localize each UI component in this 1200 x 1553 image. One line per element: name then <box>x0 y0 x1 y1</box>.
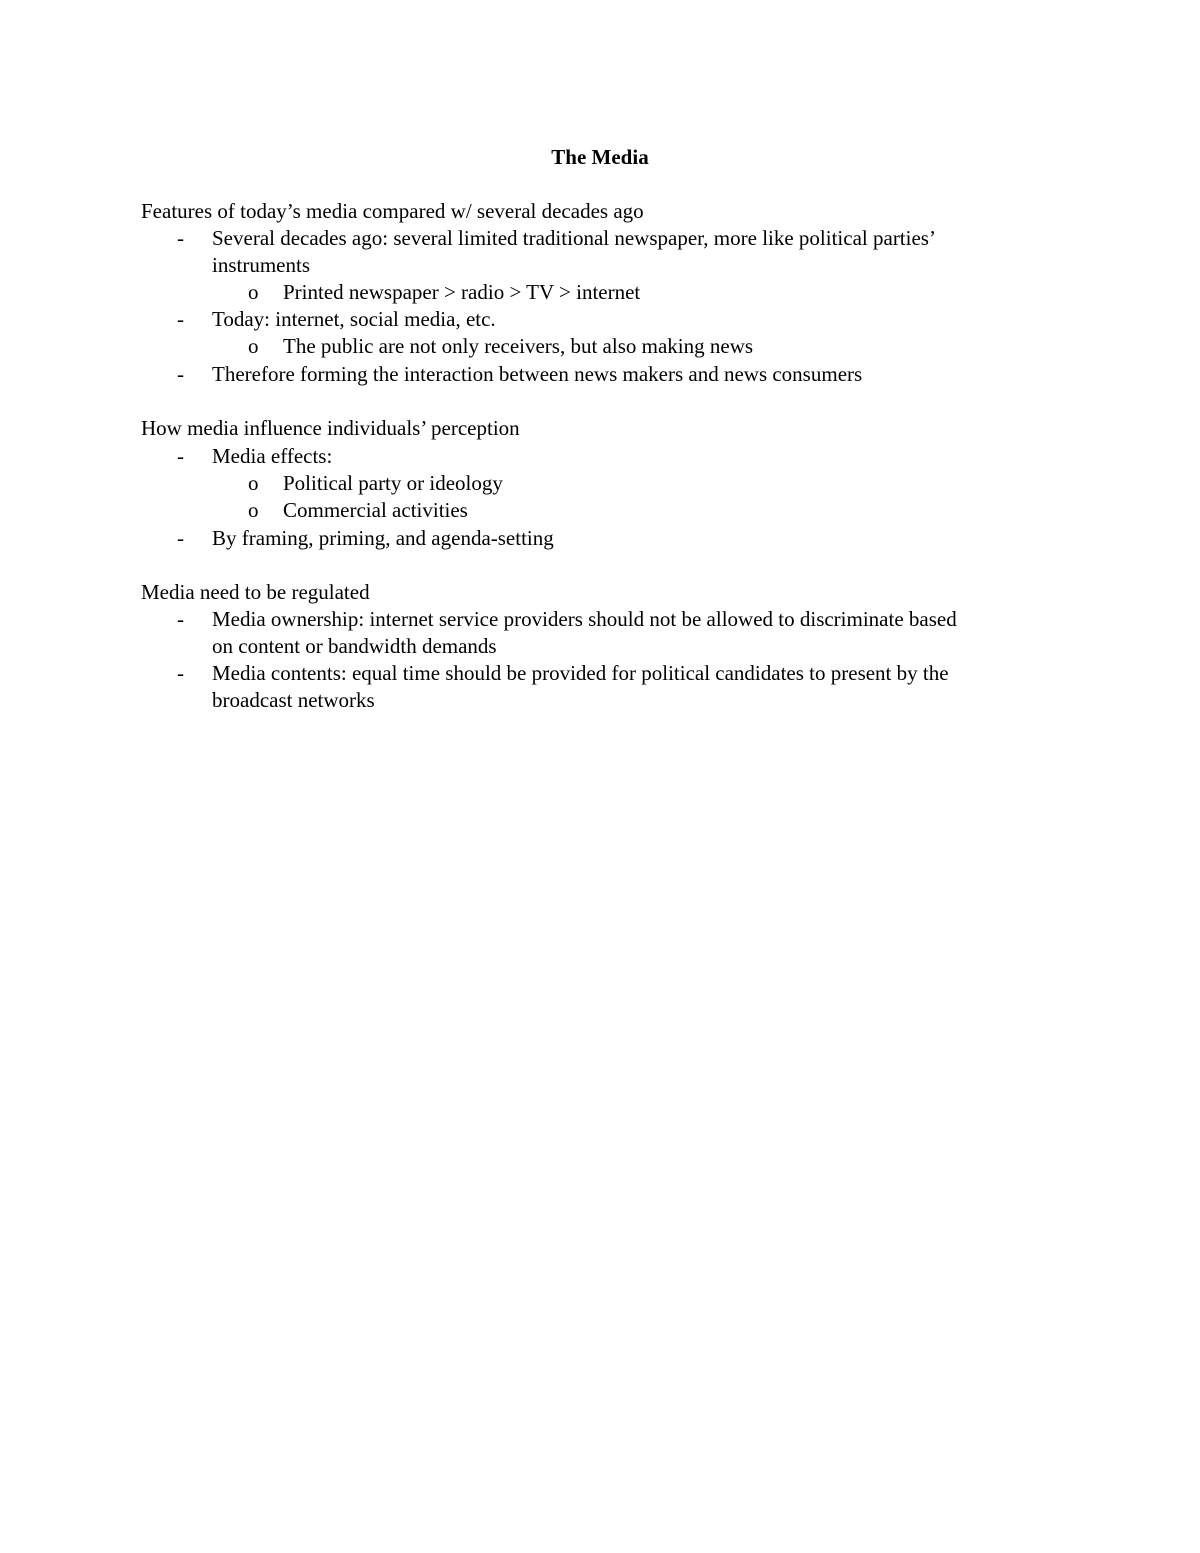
list-item-text: instruments <box>212 253 310 277</box>
list-item-text: By framing, priming, and agenda-setting <box>212 526 554 550</box>
list-item-text: Therefore forming the interaction between news makers and news consumers <box>212 362 863 386</box>
list-item-text: Today: internet, social media, etc. <box>212 307 496 331</box>
bullet-dash: - <box>177 307 184 331</box>
bullet-dash: - <box>177 661 184 685</box>
bullet-dash: - <box>177 607 184 631</box>
list-item-text: Media ownership: internet service providers should not be allowed to discriminate based <box>212 607 957 631</box>
page-title: The Media <box>551 145 649 169</box>
list-item-text: Media contents: equal time should be provided for political candidates to present by the <box>212 661 949 685</box>
bullet-circle: o <box>248 280 259 304</box>
section-heading: How media influence individuals’ perception <box>141 416 520 440</box>
sub-list-item-text: Commercial activities <box>283 498 468 522</box>
list-item-text: on content or bandwidth demands <box>212 634 497 658</box>
list-item-text: Media effects: <box>212 444 333 468</box>
sub-list-item-text: Political party or ideology <box>283 471 503 495</box>
bullet-dash: - <box>177 226 184 250</box>
bullet-dash: - <box>177 444 184 468</box>
sub-list-item-text: Printed newspaper > radio > TV > internet <box>283 280 641 304</box>
section-heading: Media need to be regulated <box>141 580 370 604</box>
list-item-text: Several decades ago: several limited traditional newspaper, more like political parties’ <box>212 226 936 250</box>
section-heading: Features of today’s media compared w/ several decades ago <box>141 199 644 223</box>
bullet-circle: o <box>248 498 259 522</box>
sub-list-item-text: The public are not only receivers, but also making news <box>283 334 754 358</box>
bullet-dash: - <box>177 362 184 386</box>
bullet-circle: o <box>248 471 259 495</box>
bullet-circle: o <box>248 334 259 358</box>
bullet-dash: - <box>177 526 184 550</box>
list-item-text: broadcast networks <box>212 688 375 712</box>
